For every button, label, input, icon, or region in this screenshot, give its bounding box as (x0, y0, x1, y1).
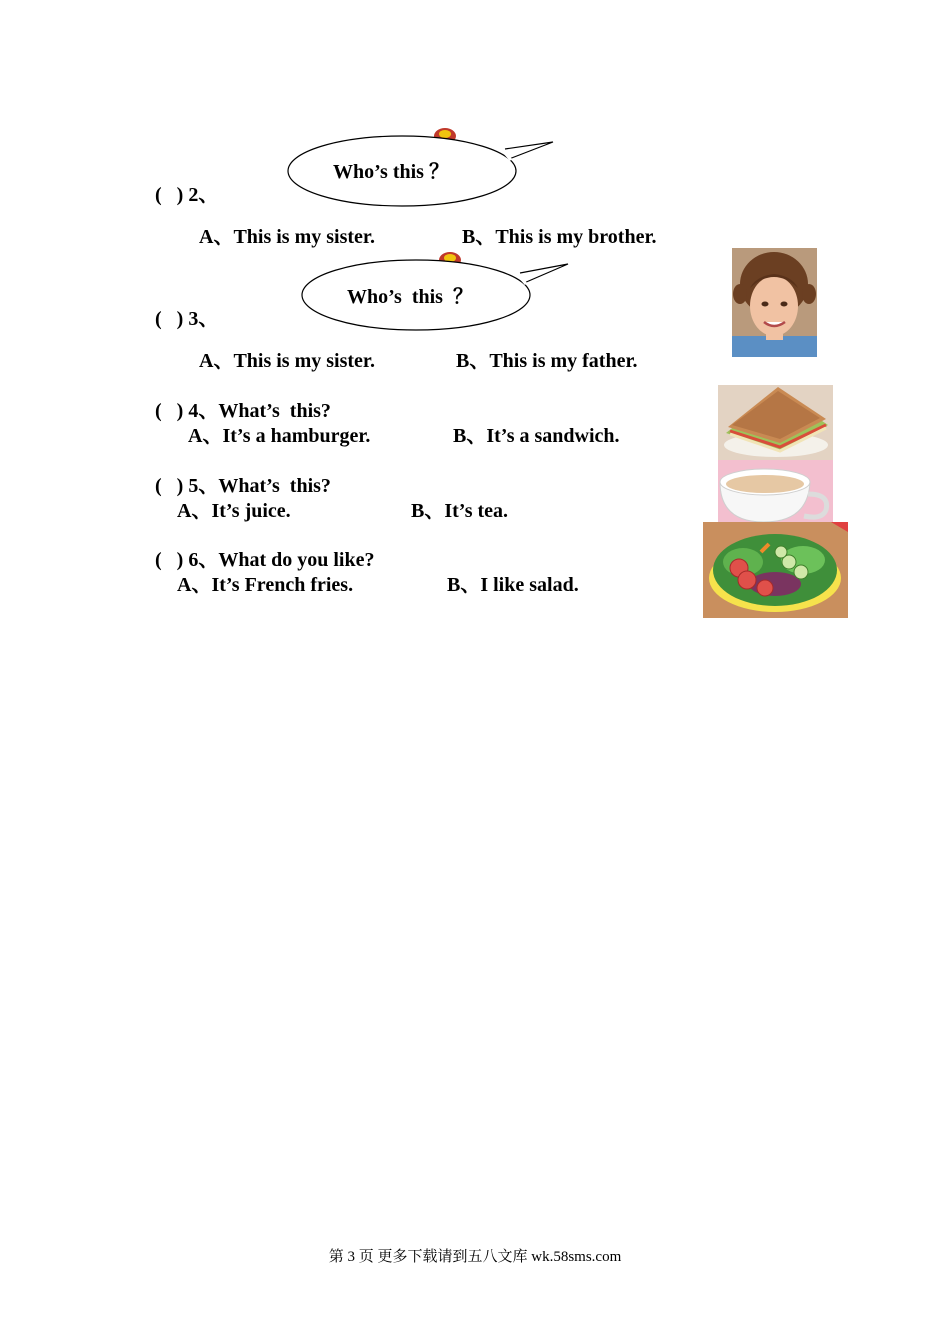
salad-illustration (703, 522, 848, 618)
question-3-option-a: A、This is my sister. (199, 350, 375, 372)
question-4-option-a: A、It’s a hamburger. (188, 425, 371, 447)
question-3-prefix: ( ) 3、 (155, 308, 219, 330)
question-5-option-a: A、It’s juice. (177, 500, 291, 522)
bubble-text-q2: Who’s this ？ (333, 161, 449, 183)
question-5-option-b: B、It’s tea. (411, 500, 509, 522)
question-4-prefix: ( ) 4、What’s this? (155, 400, 331, 422)
sandwich-photo (718, 385, 833, 461)
bubble-text-q3: Who’s this ？ (347, 286, 473, 308)
page-footer: 第 3 页 更多下载请到五八文库 wk.58sms.com (328, 1249, 622, 1265)
question-6-prefix: ( ) 6、What do you like? (155, 549, 375, 571)
question-2-option-a: A、This is my sister. (199, 226, 375, 248)
question-2-option-b: B、This is my brother. (462, 226, 657, 248)
question-6-option-b: B、I like salad. (447, 574, 579, 596)
tea-cup-photo (718, 460, 833, 522)
question-2-prefix: ( ) 2、 (155, 184, 219, 206)
question-3-option-b: B、This is my father. (456, 350, 638, 372)
girl-photo (732, 248, 817, 357)
question-5-prefix: ( ) 5、What’s this? (155, 475, 331, 497)
question-6-option-a: A、It’s French fries. (177, 574, 354, 596)
question-4-option-b: B、It’s a sandwich. (453, 425, 620, 447)
